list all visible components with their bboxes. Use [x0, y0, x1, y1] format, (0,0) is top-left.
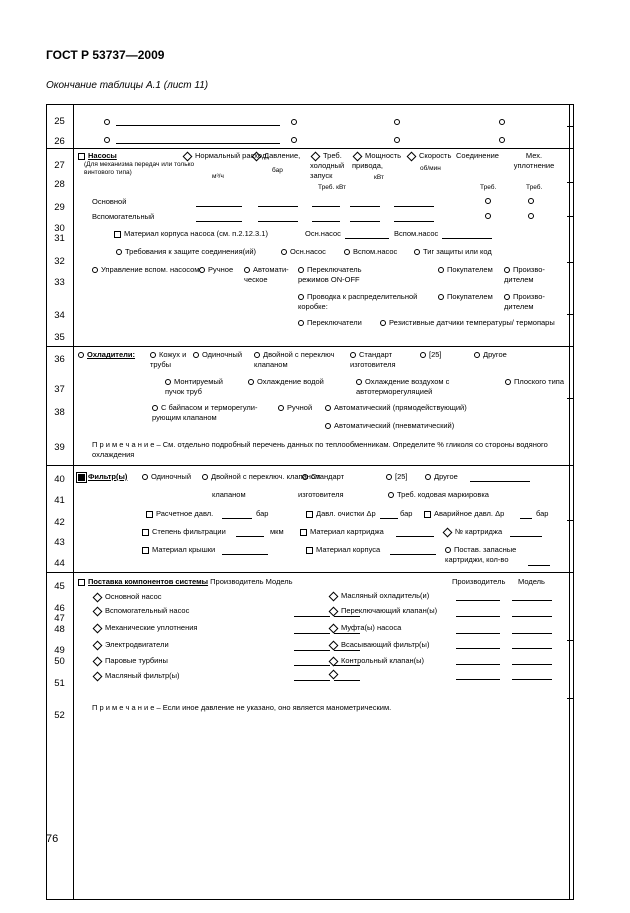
power-unit: кВт: [374, 174, 384, 181]
input-line[interactable]: [470, 481, 530, 482]
input-line[interactable]: [294, 650, 330, 651]
right-margin-line: [569, 104, 570, 900]
radio-option[interactable]: [104, 117, 113, 127]
flow-unit: м³/ч: [212, 173, 224, 180]
emergency-option[interactable]: Аварийное давл. Δр: [424, 509, 504, 519]
supply-left-item[interactable]: Масляный фильтр(ы): [92, 671, 180, 681]
supply-maker-model: Производитель Модель: [210, 577, 293, 586]
row-number: 50: [54, 656, 65, 667]
auto-option[interactable]: Автомати- ческое: [244, 265, 289, 284]
supply-left-item[interactable]: Электродвигатели: [92, 640, 169, 650]
manual-option[interactable]: Ручное: [199, 265, 233, 275]
other-option[interactable]: Другое: [425, 472, 458, 482]
input-line[interactable]: [312, 206, 340, 207]
table-caption: Окончание таблицы А.1 (лист 11): [46, 80, 209, 91]
speed-unit: об/мин: [420, 165, 441, 172]
seal-req: Треб.: [526, 184, 543, 191]
supply-right-item[interactable]: Муфта(ы) насоса: [328, 623, 401, 633]
speed-option[interactable]: Скорость: [406, 151, 451, 161]
radio-option[interactable]: [291, 135, 300, 145]
supply-note: П р и м е ч а н и е – Если иное давление не указано, оно является манометрическим.: [92, 703, 392, 712]
coupling-req: Треб.: [480, 184, 497, 191]
row-number: 35: [54, 332, 65, 343]
col-maker: Производитель: [452, 577, 506, 586]
pumps-title: Насосы: [88, 151, 117, 160]
divider-44-45: [46, 572, 574, 573]
input-line[interactable]: [334, 680, 360, 681]
aux-control-option[interactable]: Управление вспом. насосом:: [92, 265, 202, 275]
input-line[interactable]: [222, 554, 268, 555]
bar-unit: бар: [256, 509, 269, 518]
standard-option-cont: изготовителя: [298, 490, 344, 499]
auto-pneu-option[interactable]: Автоматический (пневматический): [325, 421, 454, 431]
edge-tick: [567, 698, 574, 699]
req-code-option[interactable]: Треб. кодовая маркировка: [388, 490, 489, 500]
supply-right-item[interactable]: Масляный охладитель(и): [328, 591, 429, 601]
row-number: 26: [54, 136, 65, 147]
switches-option[interactable]: Переключатели: [298, 318, 362, 328]
cover-mat-option[interactable]: Материал крышки: [142, 545, 215, 555]
input-line[interactable]: [456, 648, 500, 649]
bypass-option[interactable]: С байпасом и терморегули- рующим клапаном: [152, 403, 258, 422]
clean-dp-option[interactable]: Давл. очистки Δр: [306, 509, 376, 519]
bar-unit: бар: [536, 509, 549, 518]
row-number: 28: [54, 179, 65, 190]
row-number: 46: [54, 603, 65, 614]
input-line[interactable]: [350, 206, 380, 207]
row-number: 49: [54, 645, 65, 656]
coupling-radio[interactable]: [485, 211, 494, 221]
bar-unit: бар: [400, 509, 413, 518]
supply-left-item[interactable]: Механические уплотнения: [92, 623, 197, 633]
prot-aux-option[interactable]: Вспом.насос: [344, 247, 397, 257]
mkm-unit: мкм: [270, 527, 284, 536]
supply-left-item[interactable]: Паровые турбины: [92, 656, 168, 666]
filters-title: Фильтр(ы): [88, 472, 128, 481]
row-number: 30: [54, 223, 65, 234]
protection-option[interactable]: Требования к защите соединения(ий): [116, 247, 256, 257]
input-line[interactable]: [345, 238, 389, 239]
supply-right-item[interactable]: Контрольный клапан(ы): [328, 656, 424, 666]
seal-radio[interactable]: [528, 196, 537, 206]
input-line[interactable]: [258, 221, 298, 222]
input-line[interactable]: [512, 600, 552, 601]
ref-option[interactable]: [25]: [420, 350, 442, 360]
form-table: [46, 104, 574, 900]
auto-direct-option[interactable]: Автоматический (прямодействующий): [325, 403, 467, 413]
filters-checkbox[interactable]: [78, 472, 127, 482]
row-number: 42: [54, 517, 65, 528]
seal-header: Мех. уплотнение: [513, 151, 555, 170]
main-pump-label: Основной: [92, 197, 127, 206]
row-number: 38: [54, 407, 65, 418]
casing-aux-label: Вспом.насос: [394, 229, 439, 238]
ref-option[interactable]: [25]: [386, 472, 408, 482]
pressure-unit: бар: [272, 167, 283, 174]
input-line[interactable]: [442, 238, 492, 239]
document-header: ГОСТ Р 53737—2009: [46, 48, 165, 62]
input-line[interactable]: [390, 554, 436, 555]
double-option[interactable]: Двойной с переключ. клапаном: [202, 472, 320, 482]
supply-title: Поставка компонентов системы: [88, 577, 209, 586]
input-line[interactable]: [512, 633, 552, 634]
input-line[interactable]: [350, 221, 380, 222]
double-option[interactable]: Двойной с переключ клапаном: [254, 350, 335, 369]
input-line[interactable]: [334, 650, 360, 651]
input-line[interactable]: [510, 536, 542, 537]
cartridge-no-option[interactable]: № картриджа: [442, 527, 502, 537]
single-option[interactable]: Одиночный: [142, 472, 191, 482]
radio-option[interactable]: [394, 135, 403, 145]
supply-left-item[interactable]: Вспомогательный насос: [92, 606, 189, 616]
row-number: 31: [54, 233, 65, 244]
maker-option[interactable]: Произво- дителем: [504, 265, 545, 284]
mounted-option[interactable]: Монтируемый пучок труб: [165, 377, 223, 396]
row-number: 41: [54, 495, 65, 506]
seal-radio[interactable]: [528, 211, 537, 221]
input-line[interactable]: [236, 536, 264, 537]
wiring-option[interactable]: Проводка к распределительной коробке:: [298, 292, 418, 311]
input-line[interactable]: [196, 221, 242, 222]
prot-type-option[interactable]: Тиг защиты или код: [414, 247, 492, 257]
shell-option[interactable]: Кожух и трубы: [150, 350, 187, 369]
input-line[interactable]: [334, 616, 360, 617]
row-number: 43: [54, 537, 65, 548]
input-line[interactable]: [196, 206, 242, 207]
divider-39-40: [46, 465, 574, 466]
edge-tick: [567, 640, 574, 641]
row-number: 25: [54, 116, 65, 127]
filtration-option[interactable]: Степень фильтрации: [142, 527, 226, 537]
aux-pump-label: Вспомогательный: [92, 212, 155, 221]
coldstart-unit: Треб. кВт: [318, 184, 347, 191]
radio-option[interactable]: [104, 135, 113, 145]
input-line[interactable]: [396, 536, 434, 537]
cartridge-mat-option[interactable]: Материал картриджа: [300, 527, 384, 537]
supply-right-item-empty[interactable]: [328, 669, 341, 679]
edge-tick: [567, 126, 574, 127]
input-line[interactable]: [456, 633, 500, 634]
edge-tick: [567, 520, 574, 521]
coolers-title: Охладители:: [87, 350, 136, 359]
input-line[interactable]: [512, 648, 552, 649]
row-number: 33: [54, 277, 65, 288]
input-line[interactable]: [116, 125, 280, 126]
buyer-option[interactable]: Покупателем: [438, 265, 493, 275]
radio-option[interactable]: [291, 117, 300, 127]
col-model: Модель: [518, 577, 545, 586]
resistive-option[interactable]: Резистивные датчики температуры/ термопары: [380, 318, 556, 328]
double-option-cont: клапаном: [212, 490, 246, 499]
coolers-note: П р и м е ч а н и е – См. отдельно подробный перечень данных по теплообменникам. Определите % гликоля со стороны водяного охлаждения: [92, 440, 548, 459]
edge-tick: [567, 182, 574, 183]
supply-right-item[interactable]: Переключающий клапан(ы): [328, 606, 437, 616]
input-line[interactable]: [294, 680, 330, 681]
power-option[interactable]: Мощность привода,: [352, 151, 402, 170]
other-option[interactable]: Другое: [474, 350, 507, 360]
input-line[interactable]: [394, 221, 434, 222]
input-line[interactable]: [258, 206, 298, 207]
divider-26-27: [46, 148, 574, 149]
divider-35-36: [46, 346, 574, 347]
row-number: 34: [54, 310, 65, 321]
input-line[interactable]: [456, 679, 500, 680]
plate-option[interactable]: Плоского типа: [505, 377, 564, 387]
row-number: 45: [54, 581, 65, 592]
supply-right-item[interactable]: Всасывающий фильтр(ы): [328, 640, 429, 650]
supply-left-item[interactable]: Основной насос: [92, 592, 162, 602]
input-line[interactable]: [294, 633, 330, 634]
body-mat-option[interactable]: Материал корпуса: [306, 545, 380, 555]
radio-option[interactable]: [394, 117, 403, 127]
input-line[interactable]: [294, 665, 330, 666]
input-line[interactable]: [222, 518, 252, 519]
air-option[interactable]: Охлаждение воздухом с автотерморегуляцией: [356, 377, 450, 396]
row-number: 29: [54, 202, 65, 213]
manual-option[interactable]: Ручной: [278, 403, 312, 413]
radio-option[interactable]: [499, 117, 508, 127]
input-line[interactable]: [528, 565, 550, 566]
coldstart-option[interactable]: Треб. холодный запуск: [310, 151, 345, 180]
coupling-radio[interactable]: [485, 196, 494, 206]
input-line[interactable]: [394, 206, 434, 207]
row-number: 40: [54, 474, 65, 485]
prot-main-option[interactable]: Осн.насос: [281, 247, 326, 257]
calc-pressure-option[interactable]: Расчетное давл.: [146, 509, 213, 519]
input-line[interactable]: [116, 143, 280, 144]
row-number: 27: [54, 160, 65, 171]
row-number: 39: [54, 442, 65, 453]
water-option[interactable]: Охлаждение водой: [248, 377, 324, 387]
spare-option[interactable]: Постав. запасные картриджи, кол-во: [445, 545, 517, 564]
input-line[interactable]: [456, 664, 500, 665]
input-line[interactable]: [512, 616, 552, 617]
casing-option[interactable]: Материал корпуса насоса (см. п.2.12.3.1): [114, 229, 268, 239]
input-line[interactable]: [456, 616, 500, 617]
row-number: 47: [54, 613, 65, 624]
input-line[interactable]: [512, 679, 552, 680]
row-number: 36: [54, 354, 65, 365]
supply-checkbox[interactable]: [78, 577, 293, 587]
coupling-header: Соединение: [456, 151, 499, 160]
edge-tick: [567, 398, 574, 399]
pumps-checkbox[interactable]: [78, 151, 117, 161]
casing-main-label: Осн.насос: [305, 229, 341, 238]
standard-option[interactable]: Стандарт: [302, 472, 344, 482]
input-line[interactable]: [334, 633, 360, 634]
flow-option[interactable]: Нормальный расход,: [182, 151, 268, 161]
maker2-option[interactable]: Произво- дителем: [504, 292, 545, 311]
row-number: 37: [54, 384, 65, 395]
row-number: 48: [54, 624, 65, 635]
radio-option[interactable]: [499, 135, 508, 145]
pressure-option[interactable]: Давление,: [251, 151, 300, 161]
row-number: 52: [54, 710, 65, 721]
edge-tick: [567, 262, 574, 263]
edge-tick: [567, 314, 574, 315]
edge-tick: [567, 216, 574, 217]
input-line[interactable]: [456, 600, 500, 601]
input-line[interactable]: [520, 518, 532, 519]
input-line[interactable]: [512, 664, 552, 665]
input-line[interactable]: [294, 616, 330, 617]
standard-option[interactable]: Стандарт изготовителя: [350, 350, 396, 369]
row-number: 32: [54, 256, 65, 267]
row-number-divider: [73, 104, 74, 900]
row-number: 51: [54, 678, 65, 689]
onoff-option[interactable]: Переключатель режимов ON-OFF: [298, 265, 362, 284]
buyer2-option[interactable]: Покупателем: [438, 292, 493, 302]
pumps-note: (Для механизма передач или только винтового типа): [84, 161, 195, 176]
row-number: 44: [54, 558, 65, 569]
coolers-radio[interactable]: [78, 350, 135, 360]
page-number: 76: [46, 833, 59, 845]
single-option[interactable]: Одиночный: [193, 350, 242, 360]
input-line[interactable]: [312, 221, 340, 222]
input-line[interactable]: [380, 518, 398, 519]
